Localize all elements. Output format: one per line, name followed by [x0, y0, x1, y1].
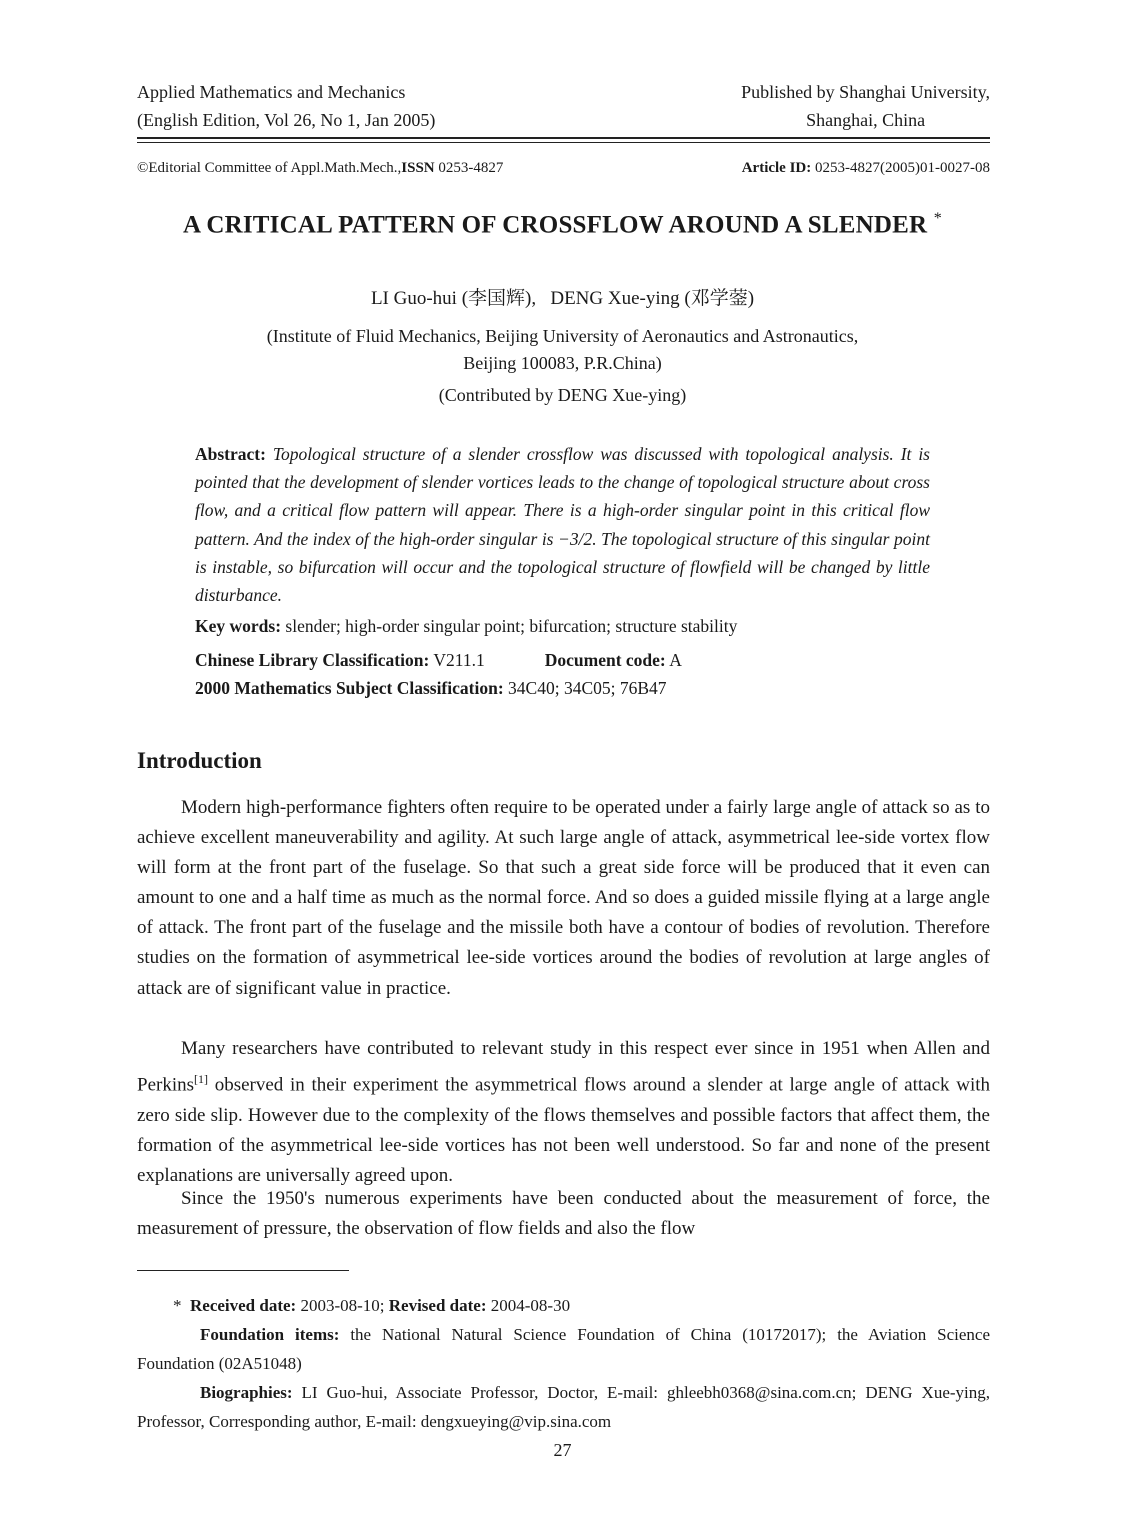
- footnote-dates: [137, 1291, 1026, 1320]
- citation-ref[interactable]: [1]: [194, 1072, 208, 1087]
- footnote-foundation: [137, 1320, 990, 1378]
- msc-label: 2000 Mathematics Subject Classification:: [195, 678, 504, 698]
- abstract-text: Topological structure of a slender crossflow was discussed with topological analysis. It is pointed that the development of slender vortices leads to the change of topological structure about cross flow, and a critical flow pattern will appear. There is a high-order singular point in this critical flow pattern. And the index of the high-order singular is −3/2. The topological structure of this singular point is instable, so bifurcation will occur and the topological structure of flowfield will be changed by little disturbance.: [195, 444, 930, 606]
- running-header-left: [137, 78, 435, 134]
- title-footnote-mark: *: [933, 210, 942, 227]
- publisher: Published by Shanghai University,: [741, 82, 990, 102]
- affiliation: [0, 323, 1125, 377]
- foundation-label: Foundation items:: [200, 1325, 340, 1344]
- journal-edition: (English Edition, Vol 26, No 1, Jan 2005): [137, 110, 436, 130]
- contributed-by: (Contributed by DENG Xue-ying): [438, 385, 687, 405]
- footnote-biographies: [137, 1378, 990, 1436]
- footnote-mark: *: [173, 1296, 182, 1315]
- intro-paragraph-2-text-b: observed in their experiment the asymmetrical flows around a slender at large angle of attack with zero side slip. However due to the complexity of the flows themselves and possible factors that affect them, the formation of the asymmetrical lee-side vortices has not been well understood. So far and none of the present explanations are universally agreed upon.: [137, 1074, 990, 1186]
- abstract-label: Abstract:: [195, 444, 266, 464]
- affiliation-line-1: (Institute of Fluid Mechanics, Beijing University of Aeronautics and Astronautics,: [266, 326, 859, 346]
- msc-value: 34C40; 34C05; 76B47: [508, 678, 667, 698]
- biographies-label: Biographies:: [200, 1383, 293, 1402]
- received-date: 2003-08-10;: [300, 1296, 385, 1315]
- running-header-right: [741, 78, 990, 134]
- article-id-line: [742, 160, 990, 177]
- copyright-line: [137, 160, 503, 177]
- document-code-value: A: [669, 650, 682, 670]
- article-id-label: Article ID:: [741, 160, 812, 176]
- issn-value: 0253-4827: [438, 160, 504, 176]
- journal-name: Applied Mathematics and Mechanics: [137, 82, 406, 102]
- keywords: [195, 616, 737, 637]
- publisher-location: Shanghai, China: [806, 110, 926, 130]
- issn-label: ISSN: [401, 160, 435, 176]
- revised-date: 2004-08-30: [490, 1296, 571, 1315]
- document-code-label: Document code:: [544, 650, 666, 670]
- abstract: [195, 440, 930, 609]
- intro-paragraph-1: [137, 793, 990, 1004]
- affiliation-line-2: Beijing 100083, P.R.China): [463, 353, 662, 373]
- intro-paragraph-2-text-a: Many researchers have contributed to relevant study in this respect ever since in 1951 when Allen and Perkins: [137, 1038, 990, 1096]
- classification-line: [195, 650, 682, 671]
- intro-paragraph-3-text: Since the 1950's numerous experiments have been conducted about the measurement of force, the measurement of pressure, the observation of flow fields and also the flow: [137, 1188, 990, 1240]
- intro-paragraph-3: [137, 1184, 990, 1244]
- intro-paragraph-1-text: Modern high-performance fighters often require to be operated under a fairly large angle of attack so as to achieve excellent maneuverability and agility. At such large angle of attack, asymmetrical lee-side vortex flow will form at the front part of the fuselage. So that such a great side force will be produced that it even can amount to one and a half time as much as the normal force. And so does a guided missile flying at a large angle of attack. The front part of the fuselage and the missile both have a contour of bodies of revolution. Therefore studies on the formation of asymmetrical lee-side vortices around the bodies of revolution at large angles of attack are of significant value in practice.: [137, 797, 990, 999]
- article-id-value: 0253-4827(2005)01-0027-08: [815, 160, 990, 176]
- keywords-text: slender; high-order singular point; bifurcation; structure stability: [285, 616, 738, 636]
- paper-title-text: A CRITICAL PATTERN OF CROSSFLOW AROUND A SLENDER: [183, 211, 928, 239]
- page-number: 27: [553, 1440, 572, 1460]
- msc-line: [195, 678, 667, 699]
- received-label: Received date:: [190, 1296, 297, 1315]
- footnote-rule: [137, 1270, 349, 1271]
- revised-label: Revised date:: [388, 1296, 487, 1315]
- header-rule-thick: [137, 137, 990, 139]
- clc-label: Chinese Library Classification:: [195, 650, 430, 670]
- authors: LI Guo-hui (李国辉), DENG Xue-ying (邓学蓥): [370, 288, 755, 309]
- clc-value: V211.1: [433, 650, 485, 670]
- paper-title: [0, 210, 1125, 239]
- biographies-text: LI Guo-hui, Associate Professor, Doctor, E-mail: ghleebh0368@sina.com.cn; DENG Xue-ying, Professor, Corresponding author, E-mail: dengxueying@vip.sina.com: [137, 1383, 990, 1431]
- keywords-label: Key words:: [195, 616, 282, 636]
- foundation-text: the National Natural Science Foundation of China (10172017); the Aviation Science Foundation (02A51048): [137, 1325, 990, 1373]
- header-rule-thin: [137, 142, 990, 143]
- copyright-text: ©Editorial Committee of Appl.Math.Mech.,: [137, 160, 402, 176]
- section-heading-introduction: Introduction: [137, 748, 262, 773]
- intro-paragraph-2: [137, 1034, 990, 1191]
